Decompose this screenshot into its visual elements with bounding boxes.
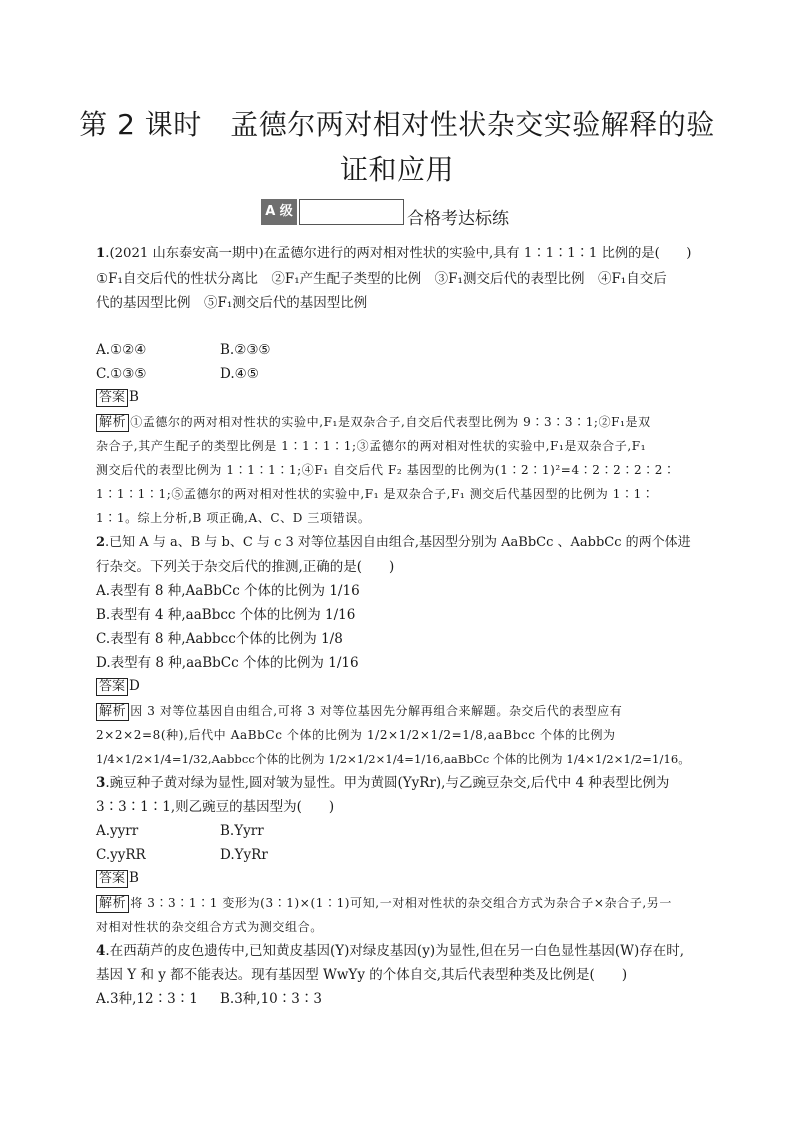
question-1-line-3: 代的基因型比例 ⑤F₁测交后代的基因型比例: [96, 295, 368, 311]
explanation-tag: 解析: [96, 895, 129, 913]
question-text: .已知 A 与 a、B 与 b、C 与 c 3 对等位基因自由组合,基因型分别为 AaBbCc 、AabbCc 的两个体进: [105, 535, 691, 550]
level-text: 合格考达标练: [407, 209, 509, 229]
q1-option-a: A.①②④: [96, 342, 147, 358]
q3-explanation-line-1: [96, 894, 672, 913]
question-number: 4: [96, 943, 106, 959]
explanation-text: 因 3 对等位基因自由组合,可将 3 对等位基因先分解再组合来解题。杂交后代的表型应有: [130, 704, 623, 718]
q3-answer: [96, 869, 139, 888]
q1-explanation-line-1: [96, 413, 651, 432]
q1-explanation-line-5: 1∶1。综上分析,B 项正确,A、C、D 三项错误。: [96, 511, 371, 525]
answer-tag: 答案: [96, 678, 128, 696]
q3-option-b: B.Yyrr: [220, 823, 264, 839]
question-number: 1: [96, 246, 106, 261]
q3-option-d: D.YyRr: [220, 847, 268, 863]
q3-option-c: C.yyRR: [96, 847, 146, 863]
explanation-tag: 解析: [96, 703, 129, 721]
q2-answer: [96, 677, 140, 696]
q1-explanation-line-3: 测交后代的表型比例为 1∶1∶1∶1;④F₁ 自交后代 F₂ 基因型的比例为(1∶2∶1)²=4∶2∶2∶2∶2∶: [96, 463, 676, 477]
q2-option-c: C.表型有 8 种,Aabbcc个体的比例为 1/8: [96, 631, 343, 647]
answer-tag: 答案: [96, 870, 128, 888]
level-blank-box: [299, 199, 404, 225]
question-2-line-1: [96, 534, 691, 552]
q1-explanation-line-2: 杂合子,其产生配子的类型比例是 1∶1∶1∶1;③孟德尔的两对相对性状的实验中,F₁是双杂合子,F₁: [96, 439, 647, 453]
q2-explanation-line-1: [96, 702, 622, 721]
q1-answer: [96, 388, 139, 407]
answer-value: B: [129, 389, 139, 405]
level-badge: A 级: [261, 199, 297, 225]
question-number: 2: [96, 535, 106, 550]
answer-value: B: [129, 870, 139, 886]
question-text: .在西葫芦的皮色遗传中,已知黄皮基因(Y)对绿皮基因(y)为显性,但在另一白色显性基因(W)存在时,: [105, 943, 685, 959]
question-3-line-2: 3∶3∶1∶1,则乙豌豆的基因型为( ): [96, 799, 335, 815]
question-text: .(2021 山东泰安高一期中)在孟德尔进行的两对相对性状的实验中,具有 1∶1∶1∶1 比例的是( ): [105, 246, 692, 261]
page-title-line-2: 证和应用: [339, 153, 454, 186]
question-number: 3: [96, 775, 106, 791]
page-title-line-1: 第 2 课时 孟德尔两对相对性状杂交实验解释的验: [79, 108, 715, 141]
q1-explanation-line-4: 1∶1∶1∶1;⑤孟德尔的两对相对性状的实验中,F₁ 是双杂合子,F₁ 测交后代基因型的比例为 1∶1∶: [96, 487, 655, 501]
explanation-text: 将 3∶3∶1∶1 变形为(3∶1)×(1∶1)可知,一对相对性状的杂交组合方式为杂合子×杂合子,另一: [130, 896, 672, 910]
answer-value: D: [129, 678, 140, 694]
q3-explanation-line-2: 对相对性状的杂交组合方式为测交组合。: [96, 920, 323, 934]
q3-option-a: A.yyrr: [96, 823, 139, 839]
q2-option-a: A.表型有 8 种,AaBbCc 个体的比例为 1/16: [96, 583, 360, 599]
explanation-text: ①孟德尔的两对相对性状的实验中,F₁是双杂合子,自交后代表型比例为 9∶3∶3∶1;②F₁是双: [130, 415, 651, 429]
question-2-line-2: 行杂交。下列关于杂交后代的推测,正确的是( ): [96, 559, 395, 575]
q4-option-a: A.3种,12∶3∶1: [96, 991, 198, 1007]
answer-tag: 答案: [96, 389, 128, 407]
question-3-line-1: [96, 774, 669, 792]
q2-option-b: B.表型有 4 种,aaBbcc 个体的比例为 1/16: [96, 607, 356, 623]
explanation-tag: 解析: [96, 414, 129, 432]
question-text: .豌豆种子黄对绿为显性,圆对皱为显性。甲为黄圆(YyRr),与乙豌豆杂交,后代中 4 种表型比例为: [105, 775, 670, 791]
q2-explanation-line-2: 2×2×2=8(种),后代中 AaBbCc 个体的比例为 1/2×1/2×1/2=1/8,aaBbcc 个体的比例为: [96, 728, 616, 742]
q2-explanation-line-3: 1/4×1/2×1/4=1/32,Aabbcc个体的比例为 1/2×1/2×1/4=1/16,aaBbCc 个体的比例为 1/4×1/2×1/2=1/16。: [96, 752, 690, 766]
question-4-line-1: [96, 942, 684, 960]
question-4-line-2: 基因 Y 和 y 都不能表达。现有基因型 WwYy 的个体自交,其后代表型种类及比例是( ): [96, 967, 628, 983]
q4-option-b: B.3种,10∶3∶3: [220, 991, 322, 1007]
q2-option-d: D.表型有 8 种,aaBbCc 个体的比例为 1/16: [96, 655, 359, 671]
question-1-line-1: [96, 245, 691, 263]
question-1-line-2: ①F₁自交后代的性状分离比 ②F₁产生配子类型的比例 ③F₁测交后代的表型比例 ④F₁自交后: [96, 271, 667, 287]
q1-option-b: B.②③⑤: [220, 342, 271, 358]
q1-option-d: D.④⑤: [220, 366, 259, 382]
q1-option-c: C.①③⑤: [96, 366, 147, 382]
